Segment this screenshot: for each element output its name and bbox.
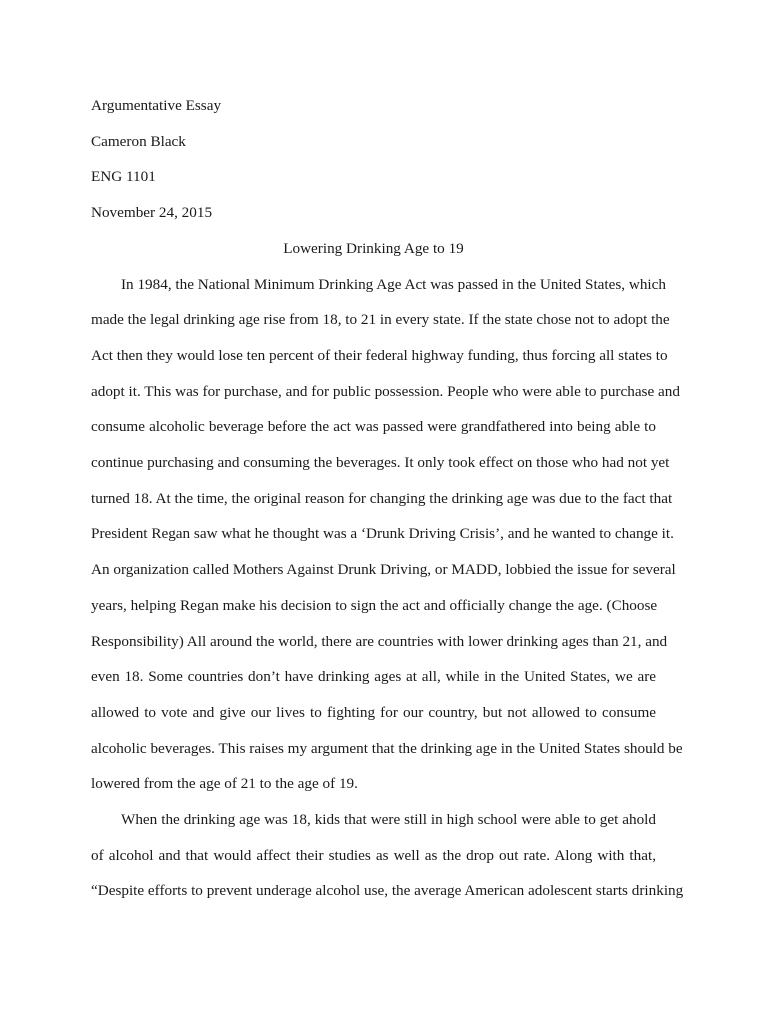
- paragraph-line: “Despite efforts to prevent underage alcohol use, the average American adolescent starts drinking: [91, 882, 684, 900]
- paragraph-line: Responsibility) All around the world, there are countries with lower drinking ages than 21, and: [91, 632, 668, 650]
- paragraph-line: adopt it. This was for purchase, and for public possession. People who were able to purchase and: [91, 382, 680, 400]
- course-code: ENG 1101: [91, 168, 156, 186]
- paragraph-line: made the legal drinking age rise from 18, to 21 in every state. If the state chose not to adopt the: [91, 311, 670, 329]
- paragraph-line: An organization called Mothers Against Drunk Driving, or MADD, lobbied the issue for several: [91, 561, 676, 579]
- paragraph-line: turned 18. At the time, the original reason for changing the drinking age was due to the fact that: [91, 489, 673, 507]
- paragraph-1: [91, 267, 683, 803]
- essay-date: November 24, 2015: [91, 204, 213, 222]
- paragraph-line: alcoholic beverages. This raises my argument that the drinking age in the United States should be: [91, 739, 683, 757]
- paragraph-line: When the drinking age was 18, kids that were still in high school were able to get ahold: [121, 811, 656, 829]
- paragraph-2: [91, 802, 684, 909]
- paragraph-line: years, helping Regan make his decision to sign the act and officially change the age. (Choose: [91, 596, 658, 614]
- paragraph-line: even 18. Some countries don’t have drinking ages at all, while in the United States, we are: [91, 668, 656, 686]
- paragraph-line: In 1984, the National Minimum Drinking Age Act was passed in the United States, which: [121, 275, 666, 293]
- paragraph-line: allowed to vote and give our lives to fighting for our country, but not allowed to consume: [91, 703, 656, 721]
- author-name: Cameron Black: [91, 132, 186, 150]
- paragraph-line: Act then they would lose ten percent of their federal highway funding, thus forcing all states to: [91, 346, 668, 364]
- paragraph-line: consume alcoholic beverage before the act was passed were grandfathered into being able to: [91, 418, 656, 436]
- paragraph-line: lowered from the age of 21 to the age of 19.: [91, 775, 358, 793]
- paragraph-line: continue purchasing and consuming the beverages. It only took effect on those who had not yet: [91, 454, 670, 472]
- paragraph-line: of alcohol and that would affect their studies as well as the drop out rate. Along with that,: [91, 846, 656, 864]
- essay-title: Lowering Drinking Age to 19: [283, 239, 464, 257]
- paragraph-line: President Regan saw what he thought was a ‘Drunk Driving Crisis’, and he wanted to change it.: [91, 525, 674, 543]
- document-type: Argumentative Essay: [91, 97, 222, 114]
